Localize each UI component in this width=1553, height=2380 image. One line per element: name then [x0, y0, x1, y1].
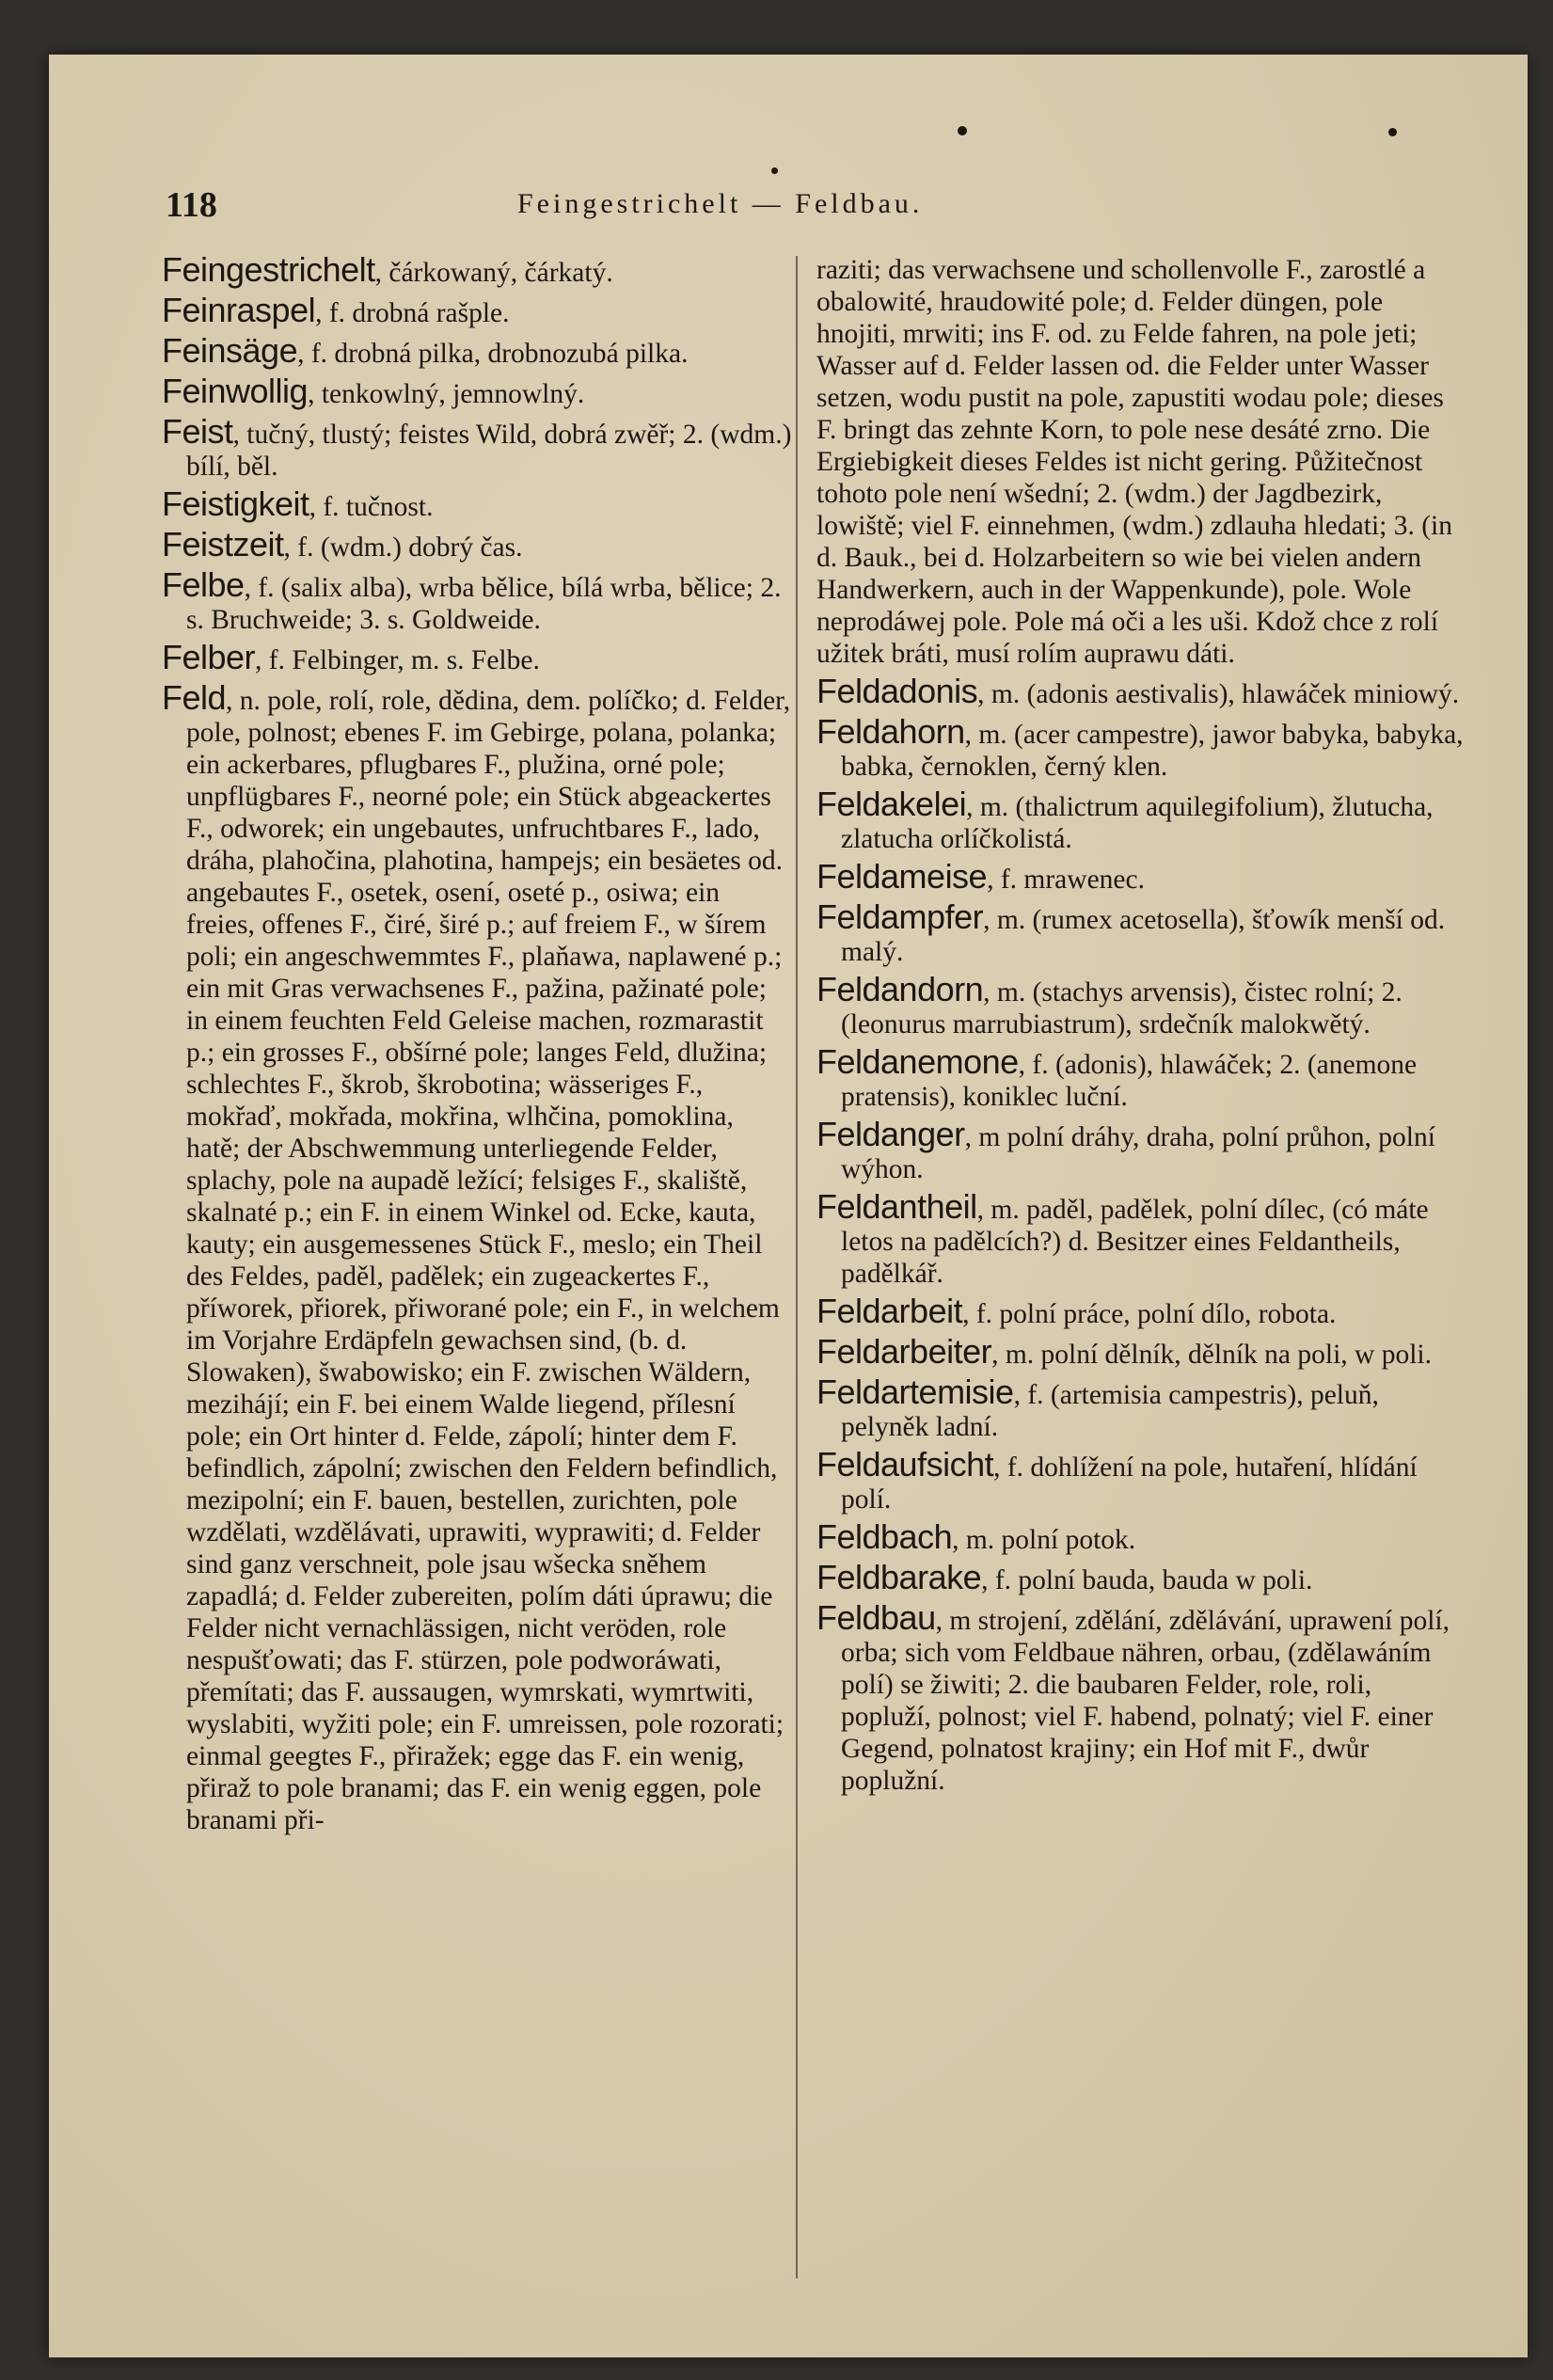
- dictionary-entry: [816, 1558, 1466, 1596]
- dictionary-entry: [162, 525, 792, 563]
- dictionary-entry: [816, 712, 1466, 783]
- dictionary-entry: [162, 638, 792, 676]
- entry-text: , f. tučnost.: [309, 492, 434, 522]
- entry-headword: Feingestrichelt: [162, 250, 375, 289]
- dictionary-entry: [816, 1372, 1466, 1443]
- entry-headword: Feldanemone: [816, 1042, 1019, 1081]
- dictionary-entry-continuation: [816, 254, 1466, 670]
- entry-headword: Feldandorn: [816, 970, 984, 1008]
- dictionary-entry: [162, 250, 792, 289]
- entry-text: , f. drobná rašple.: [315, 298, 510, 328]
- right-column: [816, 254, 1466, 1802]
- entry-text: , m. (thalictrum aquilegifolium), žlutucha, zlatucha orlíčkolistá.: [841, 792, 1434, 854]
- entry-text: , m strojení, zdělání, zdělávání, uprawení polí, orba; sich vom Feldbaue nähren, orbau, (zdělawáním polí) se žiwiti; 2. die baubaren Felder, role, roli, popluží, polnost; viel F. habend, polnatý; viel F. einer Gegend, polnatost krajiny; ein Hof mit F., dwůr poplužní.: [841, 1606, 1450, 1796]
- dictionary-entry: [162, 372, 792, 410]
- entry-text: , f. polní bauda, bauda w poli.: [981, 1565, 1313, 1595]
- dictionary-entry: [816, 897, 1466, 968]
- entry-headword: Feinsäge: [162, 331, 298, 370]
- entry-headword: Feinraspel: [162, 291, 316, 329]
- entry-text: , m. paděl, padělek, polní dílec, (có máte letos na padělcích?) d. Besitzer eines Feldantheils, padělkář.: [841, 1195, 1429, 1289]
- entry-text: , f. (wdm.) dobrý čas.: [283, 532, 523, 563]
- dictionary-entry: [816, 1445, 1466, 1515]
- entry-headword: Felber: [162, 638, 256, 676]
- page-number: 118: [166, 185, 217, 225]
- entry-headword: Feldarbeiter: [816, 1332, 992, 1371]
- entry-text: , čárkowaný, čárkatý.: [374, 258, 613, 288]
- dictionary-entry: [816, 1517, 1466, 1556]
- dictionary-entry: [162, 412, 792, 483]
- entry-headword: Feldartemisie: [816, 1372, 1014, 1411]
- entry-text: , n. pole, rolí, role, dědina, dem. políčko; d. Felder, pole, polnost; ebenes F. im Gebirge, polana, polanka; ein ackerbares, pflugbares F., plužina, orné pole; unpflügbares F., neorné pole; ein Stück abgeackertes F., odworek; ein ungebautes, unfruchtbares F., lado, dráha, plahočina, plahotina, hampejs; ein besäetes od. angebautes F., osetek, osení, oseté p., osiwa; ein freies, offenes F., čiré, širé p.; auf freiem F., w šírem poli; ein angeschwemmtes F., plaňawa, naplawené p.; ein mit Gras verwachsenes F., pažina, pažinaté pole; in einem feuchten Feld Geleise machen, rozmarastit p.; ein grosses F., obšírné pole; langes Feld, dlužina; schlechtes F., škrob, škrobotina; wässeriges F., mokřaď, mokřada, mokřina, wlhčina, pomoklina, hatě; der Abschwemmung unterliegende Felder, splachy, pole na aupadě ležící; felsiges F., skaliště, skalnaté p.; ein F. in einem Winkel od. Ecke, kauta, kauty; ein ausgemessenes Stück F., meslo; ein Theil des Feldes, paděl, padělek; ein zugeackertes F., příworek, přiorek, přiworané pole; ein F., in welchem im Vorjahre Erdäpfeln gewachsen sind, (b. d. Slowaken), šwabowisko; ein F. zwischen Wäldern, mezihájí; ein F. bei einem Walde liegend, přílesní pole; ein Ort hinter d. Felde, zápolí; hinter dem F. befindlich, zápolní; zwischen den Feldern befindlich, mezipolní; ein F. bauen, bestellen, zurichten, pole wzdělati, wzdělávati, uprawiti, wyprawiti; d. Felder sind ganz verschneit, pole jsau wšecka sněhem zapadlá; d. Felder zubereiten, polím dáti úprawu; die Felder nicht vernachlässigen, nicht veröden, role nespušťowati; das F. stürzen, pole podworáwati, přemítati; das F. aussaugen, wymrskati, wymrtwiti, wyslabiti, wyžiti pole; ein F. umreissen, pole rozorati; einmal geegtes F., přiražek; egge das F. ein wenig, přiraž to pole branami; das F. ein wenig eggen, pole branami při-: [186, 686, 791, 1835]
- dictionary-entry: [162, 678, 792, 1836]
- entry-headword: Feldakelei: [816, 785, 967, 823]
- dictionary-entry: [816, 857, 1466, 896]
- entry-headword: Feldbach: [816, 1517, 953, 1556]
- ink-speck: [1388, 128, 1397, 136]
- entry-text: , f. mrawenec.: [987, 865, 1145, 895]
- entry-text: , f. (artemisia campestris), peluň, pelyněk ladní.: [841, 1380, 1379, 1442]
- entry-text: , tučný, tlustý; feistes Wild, dobrá zwěř; 2. (wdm.) bílí, běl.: [186, 420, 792, 482]
- dictionary-entry: [162, 331, 792, 370]
- entry-headword: Feldameise: [816, 857, 988, 896]
- entry-text: , m. (adonis aestivalis), hlawáček miniowý.: [977, 679, 1460, 709]
- dictionary-entry: [816, 672, 1466, 710]
- entry-headword: Feldadonis: [816, 672, 978, 710]
- entry-headword: Felbe: [162, 565, 245, 604]
- dictionary-entry: [816, 1187, 1466, 1290]
- dictionary-entry: [816, 1598, 1466, 1797]
- entry-headword: Feldaufsicht: [816, 1445, 994, 1484]
- dictionary-entry: [816, 1042, 1466, 1113]
- entry-headword: Feldbarake: [816, 1558, 982, 1596]
- entry-headword: Feldampfer: [816, 897, 984, 936]
- running-head: Feingestrichelt — Feldbau.: [517, 188, 924, 219]
- entry-headword: Feist: [162, 412, 233, 451]
- entry-text: raziti; das verwachsene und schollenvolle F., zarostlé a obalowité, hraudowité pole; d. Felder düngen, pole hnojiti, mrwiti; ins F. od. zu Felde fahren, na pole jeti; Wasser auf d. Felder lassen od. die Felder unter Wasser setzen, wodu pustit na pole, zapustiti wodau pole; dieses F. bringt das zehnte Korn, to pole nese desáté zrno. Die Ergiebigkeit dieses Feldes ist nicht gering. Půžitečnost tohoto pole není wšední; 2. (wdm.) der Jagdbezirk, lowiště; viel F. einnehmen, (wdm.) zdlauha hledati; 3. (in d. Bauk., bei d. Holzarbeitern so wie bei vielen andern Handwerkern, auch in der Wappenkunde), pole. Wole neprodáwej pole. Pole má oči a les uši. Kdož chce z rolí užitek bráti, musí rolím auprawu dáti.: [816, 255, 1452, 669]
- entry-headword: Feldbau: [816, 1598, 936, 1637]
- page-header: [166, 184, 1501, 231]
- entry-headword: Feistzeit: [162, 525, 284, 563]
- dictionary-entry: [162, 291, 792, 329]
- dictionary-entry: [162, 565, 792, 636]
- entry-text: , f. (salix alba), wrba bělice, bílá wrba, bělice; 2. s. Bruchweide; 3. s. Goldweide.: [186, 573, 782, 635]
- entry-headword: Feld: [162, 678, 227, 717]
- dictionary-entry: [816, 1115, 1466, 1185]
- entry-text: , f. (adonis), hlawáček; 2. (anemone pratensis), koniklec luční.: [841, 1050, 1418, 1112]
- entry-headword: Feinwollig: [162, 372, 309, 410]
- entry-headword: Feldahorn: [816, 712, 965, 751]
- entry-text: , f. drobná pilka, drobnozubá pilka.: [297, 339, 689, 369]
- column-divider: [796, 256, 798, 2278]
- entry-text: , f. polní práce, polní dílo, robota.: [962, 1299, 1337, 1329]
- dictionary-entry: [162, 484, 792, 523]
- entry-headword: Feistigkeit: [162, 484, 309, 523]
- entry-headword: Feldanger: [816, 1115, 965, 1153]
- entry-text: , m. (rumex acetosella), šťowík menší od. malý.: [841, 905, 1446, 967]
- entry-text: , f. dohlížení na pole, hutaření, hlídání polí.: [841, 1452, 1418, 1515]
- dictionary-entry: [816, 1292, 1466, 1330]
- ink-speck: [958, 126, 967, 135]
- entry-text: , f. Felbinger, m. s. Felbe.: [255, 645, 540, 675]
- entry-text: , m polní dráhy, draha, polní průhon, polní wýhon.: [841, 1122, 1435, 1184]
- entry-text: , m. polní potok.: [952, 1525, 1136, 1555]
- left-column: [162, 250, 792, 1842]
- entry-text: , m. (stachys arvensis), čistec rolní; 2. (leonurus marrubiastrum), srdečník malokwětý.: [841, 977, 1402, 1039]
- entry-text: , m. (acer campestre), jawor babyka, babyka, babka, černoklen, černý klen.: [841, 720, 1464, 782]
- dictionary-entry: [816, 970, 1466, 1040]
- entry-headword: Feldarbeit: [816, 1292, 963, 1330]
- entry-text: , tenkowlný, jemnowlný.: [308, 379, 585, 409]
- dictionary-entry: [816, 785, 1466, 855]
- entry-text: , m. polní dělník, dělník na poli, w poli.: [991, 1340, 1432, 1370]
- entry-headword: Feldantheil: [816, 1187, 977, 1226]
- ink-speck: [771, 167, 778, 174]
- dictionary-entry: [816, 1332, 1466, 1371]
